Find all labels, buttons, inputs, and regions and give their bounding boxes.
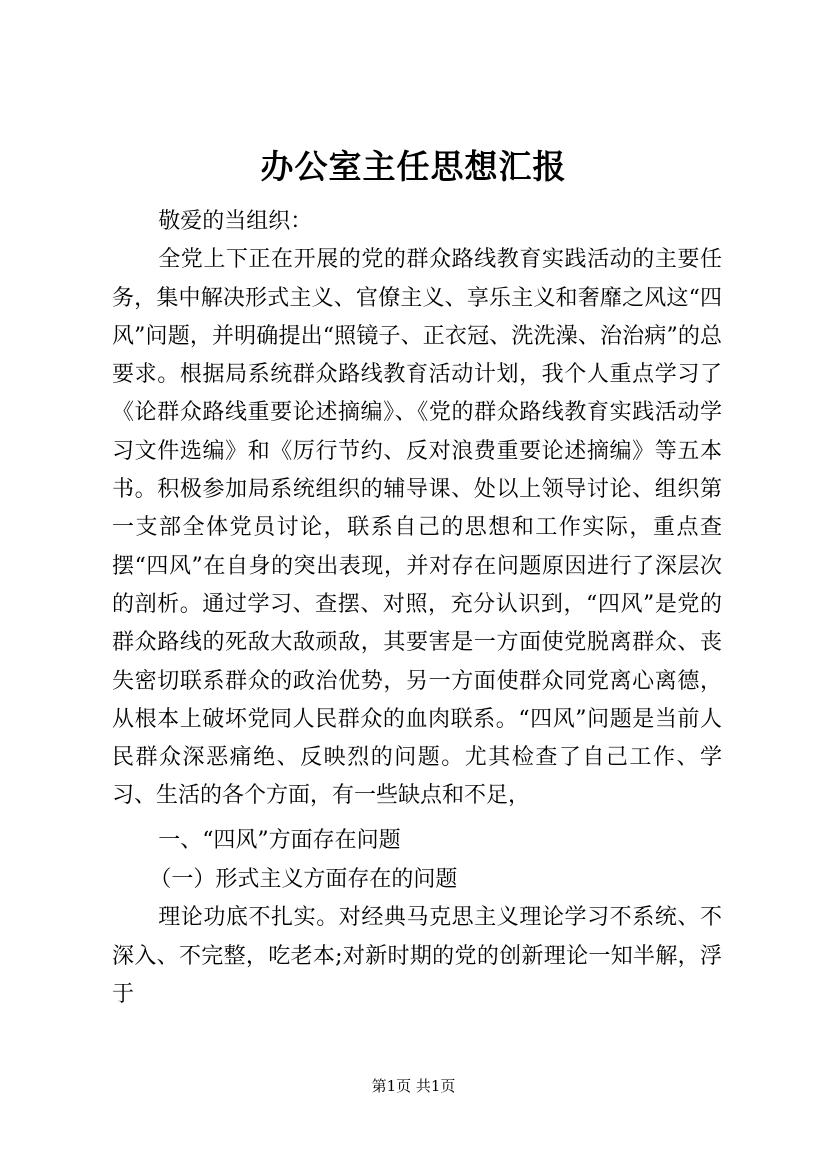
body-paragraph: 全党上下正在开展的党的群众路线教育实践活动的主要任务，集中解决形式主义、官僚主义、享乐主义和奢靡之风这“四风”问题，并明确提出“照镜子、正衣冠、洗洗澡、治治病”的总要求。根据局系统群众路线教育活动计划，我个人重点学习了《论群众路线重要论述摘编》、《党的群众路线教育实践活动学习文件选编》和《厉行节约、反对浪费重要论述摘编》等五本书。积极参加局系统组织的辅导课、处以上领导讨论、组织第一支部全体党员讨论，联系自己的思想和工作实际，重点查摆“四风”在自身的突出表现，并对存在问题原因进行了深层次的剖析。通过学习、查摆、对照，充分认识到，“四风”是党的群众路线的死敌大敌顽敌，其要害是一方面使党脱离群众、丧失密切联系群众的政治优势，另一方面使群众同党离心离德，从根本上破坏党同人民群众的血肉联系。“四风”问题是当前人民群众深恶痛绝、反映烈的问题。尤其检查了自己工作、学习、生活的各个方面，有一些缺点和不足， [112, 247, 722, 809]
document-body [112, 203, 722, 1014]
section-heading: 一、“四风”方面存在问题 [158, 827, 401, 853]
page-number-footer: 第1页 共1页 [371, 1077, 456, 1095]
salutation: 敬爱的当组织： [158, 209, 313, 234]
document-title: 办公室主任思想汇报 [260, 147, 567, 186]
subsection-heading: （一）形式主义方面存在的问题 [149, 867, 458, 893]
body-paragraph: 理论功底不扎实。对经典马克思主义理论学习不系统、不深入、不完整，吃老本;对新时期的党的创新理论一知半解，浮于 [112, 905, 722, 1007]
